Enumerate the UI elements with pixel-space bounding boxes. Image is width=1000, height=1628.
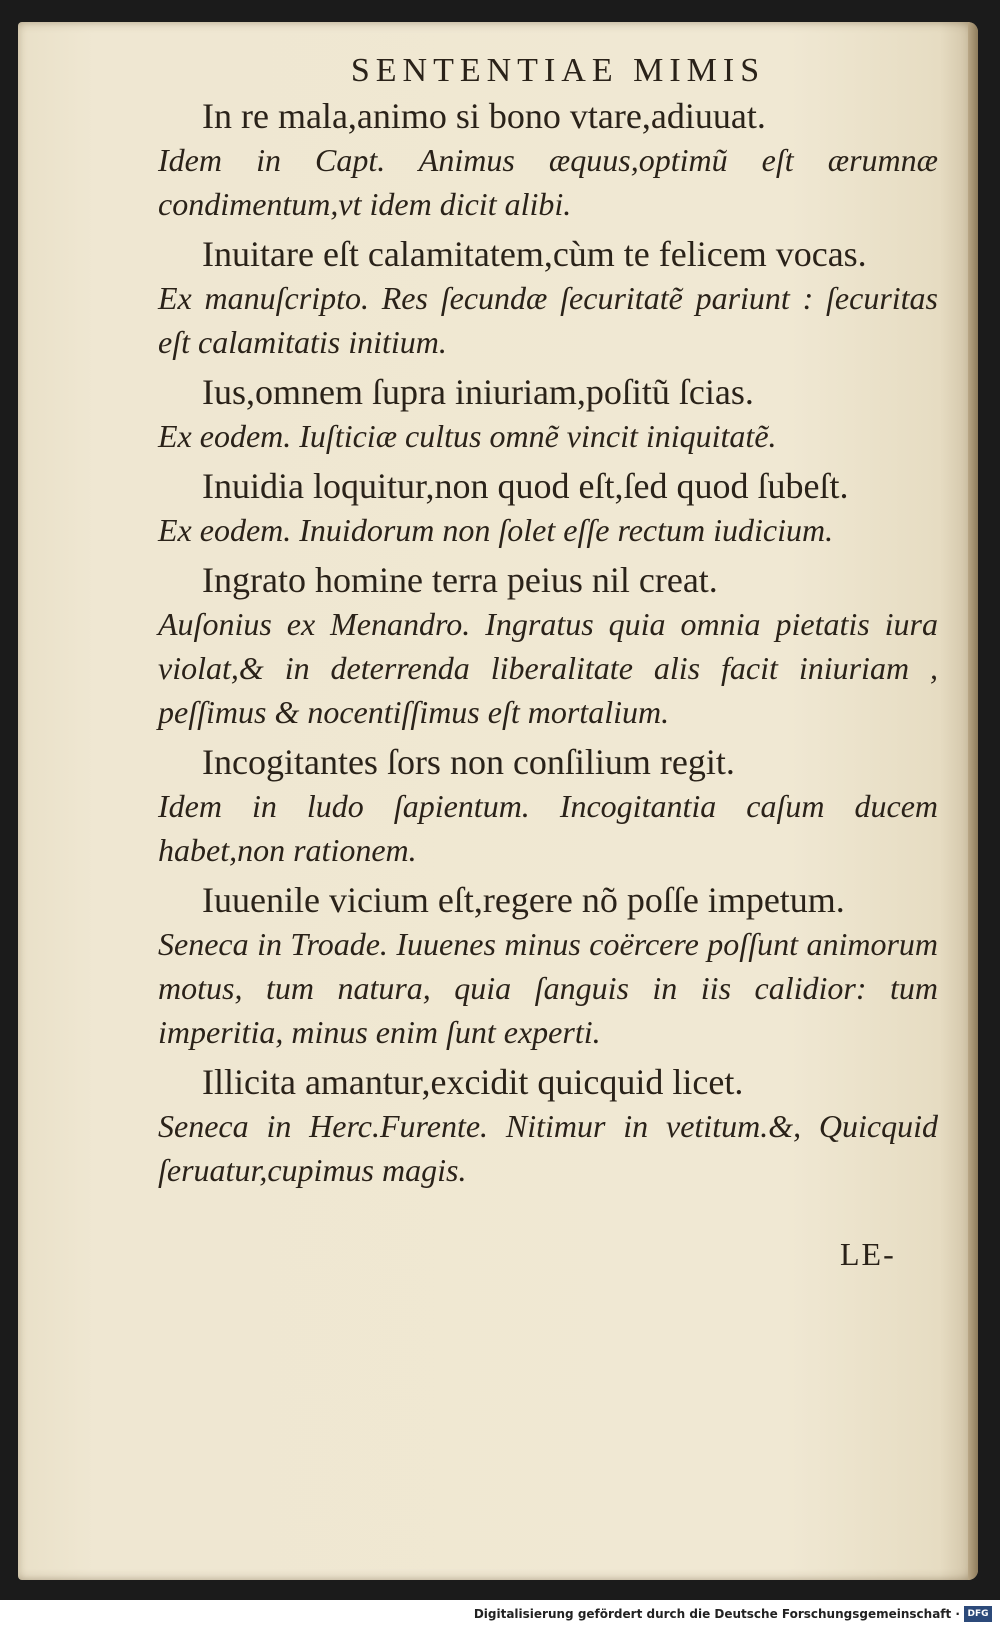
commentary: Ex manuſcripto. Res ſecundæ ſecuritatẽ pariunt : ſecuritas eſt calamitatis initium.: [158, 280, 938, 360]
dfg-logo: DFG: [964, 1606, 992, 1622]
maxim: Illicita amantur,excidit quicquid licet.: [202, 1062, 744, 1102]
footer-bar: [0, 1602, 1000, 1628]
entry: [158, 94, 938, 226]
maxim: Ingrato homine terra peius nil creat.: [202, 560, 718, 600]
page-edge: [968, 22, 978, 1580]
maxim: In re mala,animo si bono vtare,adiuuat.: [202, 96, 766, 136]
maxim: Ius,omnem ſupra iniuriam,poſitũ ſcias.: [202, 372, 754, 412]
commentary: Ex eodem. Inuidorum non ſolet eſſe rectum iudicium.: [158, 512, 834, 548]
commentary: Ex eodem. Iuſticiæ cultus omnẽ vincit iniquitatẽ.: [158, 418, 777, 454]
running-header: SENTENTIAE MIMIS: [350, 52, 766, 89]
entry: [158, 1060, 938, 1192]
commentary: Auſonius ex Menandro. Ingratus quia omnia pietatis iura violat,& in deterrenda liberalitate alis facit iniuriam , peſſimus & nocentiſſimus eſt mortalium.: [158, 606, 938, 730]
maxim: Incogitantes ſors non conſilium regit.: [202, 742, 735, 782]
catchword: LE-: [840, 1236, 896, 1272]
commentary: Idem in Capt. Animus æquus,optimũ eſt ærumnæ condimentum,vt idem dicit alibi.: [158, 142, 938, 222]
maxim: Iuuenile vicium eſt,regere nõ poſſe impetum.: [202, 880, 845, 920]
maxim: Inuidia loquitur,non quod eſt,ſed quod ſubeſt.: [202, 466, 849, 506]
page-text: [158, 48, 938, 1198]
entry: [158, 878, 938, 1054]
entry: [158, 232, 938, 364]
maxim: Inuitare eſt calamitatem,cùm te felicem vocas.: [202, 234, 867, 274]
entry: [158, 464, 938, 552]
entry: [158, 558, 938, 734]
commentary: Seneca in Herc.Furente. Nitimur in vetitum.&, Quicquid ſeruatur,cupimus magis.: [158, 1108, 938, 1188]
entry: [158, 740, 938, 872]
entry: [158, 370, 938, 458]
commentary: Seneca in Troade. Iuuenes minus coërcere poſſunt animorum motus, tum natura, quia ſanguis in iis calidior: tum imperitia, minus enim ſunt experti.: [158, 926, 938, 1050]
funding-note: Digitalisierung gefördert durch die Deutsche Forschungsgemeinschaft ·: [473, 1607, 960, 1621]
commentary: Idem in ludo ſapientum. Incogitantia caſum ducem habet,non rationem.: [158, 788, 938, 868]
